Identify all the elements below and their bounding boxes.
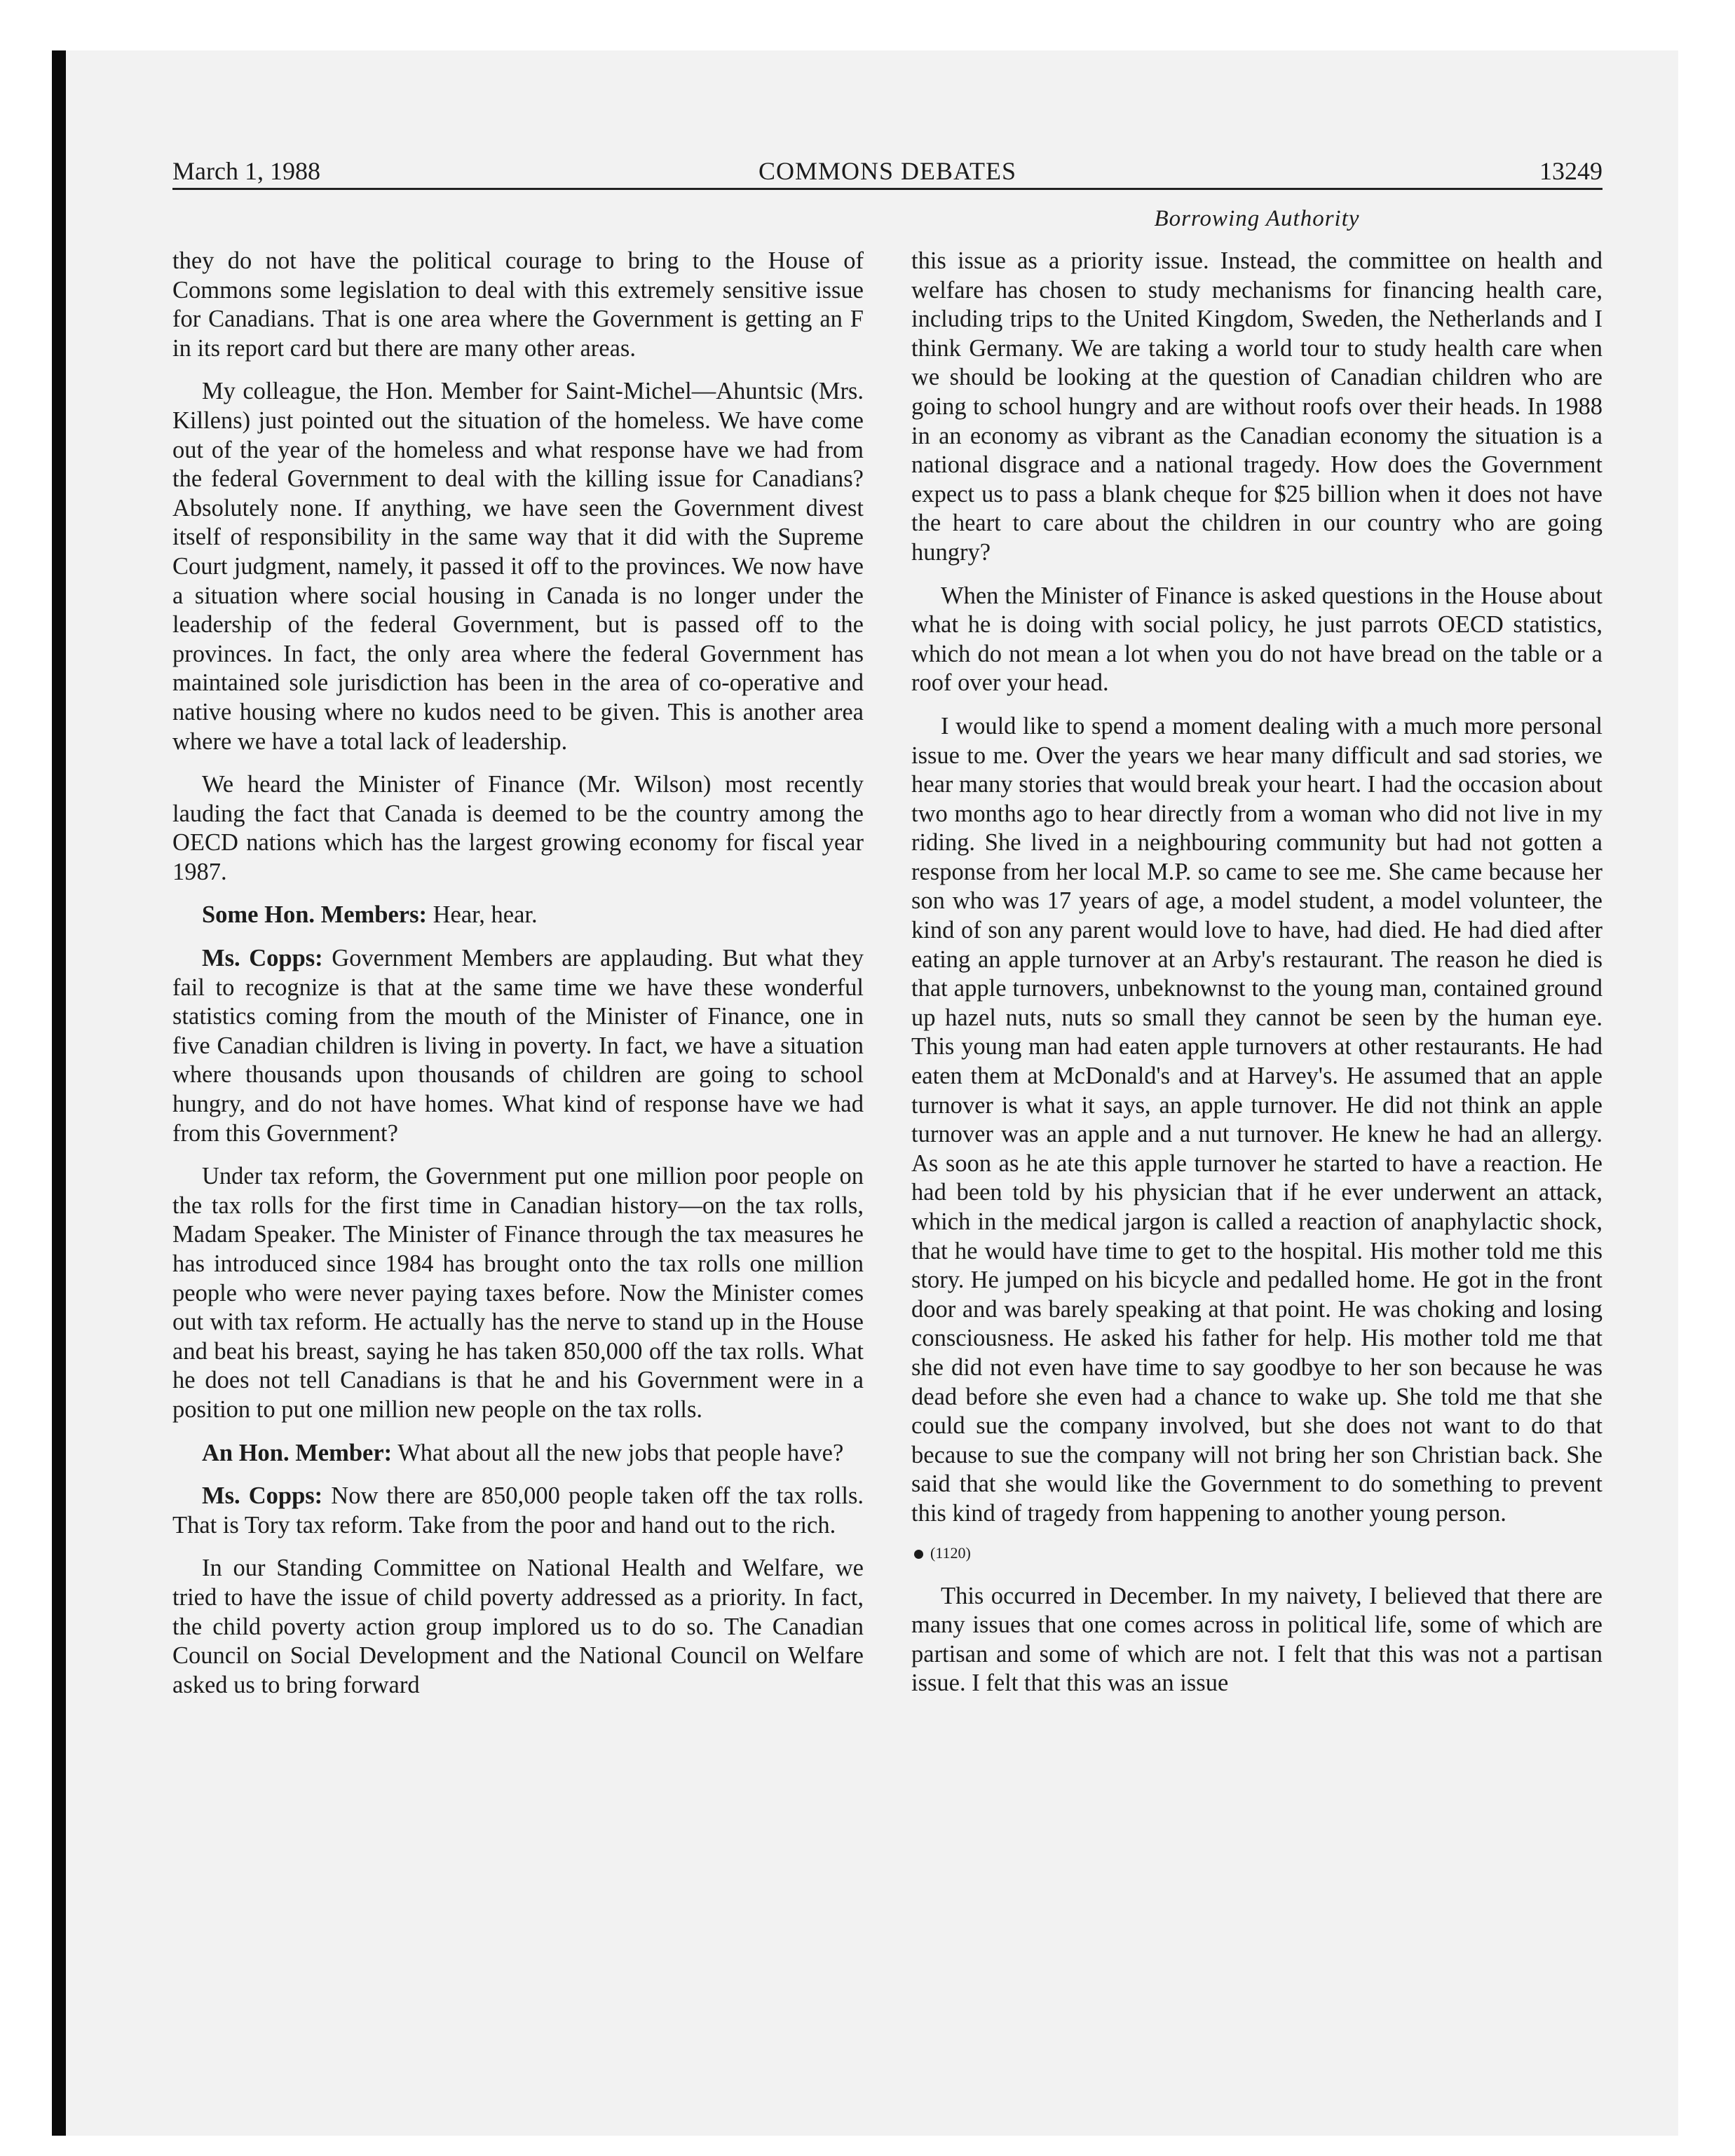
header-page-number: 13249	[1539, 157, 1603, 185]
right-column	[911, 247, 1603, 1712]
speaker-label: Ms. Copps:	[202, 945, 323, 972]
paragraph: We heard the Minister of Finance (Mr. Wilson) most recently lauding the fact that Canada is deemed to be the country among the OECD nations which has the largest growing economy for fiscal year 1987.	[172, 771, 864, 885]
speech-text: Hear, hear.	[433, 901, 538, 929]
time-marker	[911, 1543, 1603, 1564]
speech-paragraph	[172, 1482, 864, 1540]
speech-text: Now there are 850,000 people taken off the tax rolls. That is Tory tax reform. Take from the poor and hand out to the rich.	[172, 1482, 864, 1538]
speech-paragraph	[172, 901, 864, 930]
bullet-icon	[914, 1550, 923, 1559]
paragraph: they do not have the political courage to bring to the House of Commons some legislation to deal with this extremely sensitive issue for Canadians. That is one area where the Government is getting an F in its report card but there are many other areas.	[172, 247, 864, 362]
scan-edge-bar	[52, 50, 66, 2136]
time-marker-text: (1120)	[930, 1543, 971, 1562]
header-rule	[172, 188, 1603, 190]
speech-text: What about all the new jobs that people have?	[397, 1439, 844, 1466]
speaker-label: An Hon. Member:	[202, 1439, 393, 1466]
paragraph: this issue as a priority issue. Instead, the committee on health and welfare has chosen to study mechanisms for financing health care, including trips to the United Kingdom, Sweden, the Netherlands and I think Germany. We are taking a world tour to study health care when we should be looking at the question of Canadian children who are going to school hungry and are without roofs over their heads. In 1988 in an economy as vibrant as the Canadian economy the situation is a national disgrace and a national tragedy. How does the Government expect us to pass a blank cheque for $25 billion when it does not have the heart to care about the children in our country who are going hungry?	[911, 247, 1603, 566]
paragraph: I would like to spend a moment dealing with a much more personal issue to me. Over the years we hear many difficult and sad stories, we hear many stories that would break your heart. I had the occasion about two months ago to hear directly from a woman who did not live in my riding. She lived in a neighbouring community but had not gotten a response from her local M.P. so came to see me. She came because her son who was 17 years of age, a model student, a model volunteer, the kind of son any parent would love to have, had died. He had died after eating an apple turnover at an Arby's restaurant. The reason he died is that apple turnovers, unbeknownst to the young man, contained ground up hazel nuts, nuts so small they cannot be seen by the human eye. This young man had eaten apple turnovers at other restaurants. He had eaten them at McDonald's and at Harvey's. He assumed that an apple turnover is what it says, an apple turnover. He did not think an apple turnover was an apple and a nut turnover. He knew he had an allergy. As soon as he ate this apple turnover he started to have a reaction. He had been told by his physician that if he ever underwent an attack, which in the medical jargon is called a reaction of anaphylactic shock, that he would have time to get to the hospital. His mother told me this story. He jumped on his bicycle and pedalled home. He got in the front door and was barely speaking at that point. He was choking and losing consciousness. He asked his father for help. His mother told me that she did not even have time to say goodbye to her son because he was dead before she even had a chance to wake up. She told me that she could sue the company involved, but she does not want to do that because to sue the company will not bring her son Christian back. She said that she would like the Government to do something to prevent this kind of tragedy from happening to another young person.	[911, 712, 1603, 1527]
left-column	[172, 247, 864, 1714]
section-title: Borrowing Authority	[1154, 206, 1360, 231]
paragraph: This occurred in December. In my naivety, I believed that there are many issues that one comes across in political life, some of which are partisan and some of which are not. I felt that this was not a partisan issue. I felt that this was an issue	[911, 1582, 1603, 1697]
header-date: March 1, 1988	[172, 157, 320, 185]
paragraph: When the Minister of Finance is asked questions in the House about what he is doing with social policy, he just parrots OECD statistics, which do not mean a lot when you do not have bread on the table or a roof over your head.	[911, 582, 1603, 697]
header-title: COMMONS DEBATES	[758, 157, 1017, 185]
paragraph: My colleague, the Hon. Member for Saint-Michel—Ahuntsic (Mrs. Killens) just pointed out the situation of the homeless. We have come out of the year of the homeless and what response have we had from the federal Government to deal with the killing issue for Canadians? Absolutely none. If anything, we have seen the Government divest itself of responsibility in the same way that it did with the Supreme Court judgment, namely, it passed it off to the provinces. We now have a situation where social housing in Canada is no longer under the leadership of the federal Government, but is passed off to the provinces. In fact, the only area where the federal Government has maintained sole jurisdiction has been in the area of co-operative and native housing where no kudos need to be given. This is another area where we have a total lack of leadership.	[172, 378, 864, 755]
speaker-label: Ms. Copps:	[202, 1482, 323, 1510]
speech-text: Government Members are applauding. But what they fail to recognize is that at the same time we have these wonderful statistics coming from the mouth of the Minister of Finance, one in five Canadian children is living in poverty. In fact, we have a situation where thousands upon thousands of children are going to school hungry, and do not have homes. What kind of response have we had from this Government?	[172, 945, 864, 1147]
speech-paragraph	[172, 944, 864, 1148]
speech-paragraph	[172, 1439, 864, 1468]
page-header	[172, 153, 1603, 189]
paragraph: Under tax reform, the Government put one million poor people on the tax rolls for the first time in Canadian history—on the tax rolls, Madam Speaker. The Minister of Finance through the tax measures he has introduced since 1984 has brought onto the tax rolls one million people who were never paying taxes before. Now the Minister comes out with tax reform. He actually has the nerve to stand up in the House and beat his breast, saying he has taken 850,000 off the tax rolls. What he does not tell Canadians is that he and his Government were in a position to put one million new people on the tax rolls.	[172, 1163, 864, 1423]
paragraph: In our Standing Committee on National Health and Welfare, we tried to have the issue of child poverty addressed as a priority. In fact, the child poverty action group implored us to do so. The Canadian Council on Social Development and the National Council on Welfare asked us to bring forward	[172, 1555, 864, 1698]
speaker-label: Some Hon. Members:	[202, 901, 427, 929]
